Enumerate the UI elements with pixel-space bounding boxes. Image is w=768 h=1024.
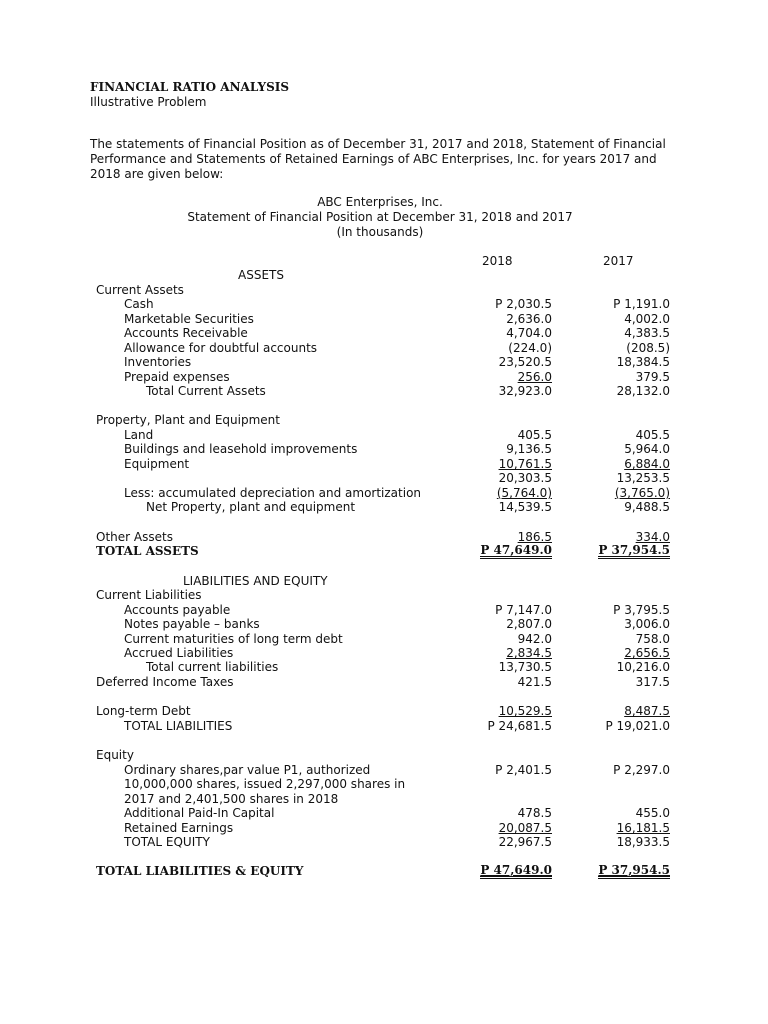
row-ppe-subtotal [0, 471, 768, 486]
row-label: Ordinary shares,par value P1, authorized [124, 763, 371, 777]
row-label: Accounts payable [124, 603, 231, 617]
value-2018: 2,636.0 [506, 312, 552, 326]
row-total-assets [0, 544, 768, 559]
value-2017: 317.5 [635, 675, 670, 689]
value-2017: 379.5 [635, 370, 670, 384]
row-label: TOTAL LIABILITIES [124, 719, 233, 733]
value-2018: 4,704.0 [506, 326, 552, 340]
value-2018: 9,136.5 [506, 442, 552, 456]
row-ordinary-shares-cont1 [0, 777, 768, 792]
value-2017: 6,884.0 [624, 457, 670, 471]
document-title: FINANCIAL RATIO ANALYSIS [90, 80, 290, 94]
value-2018: 10,529.5 [498, 704, 552, 718]
value-2017: P 1,191.0 [613, 297, 670, 311]
row-prepaid-expenses [0, 370, 768, 385]
section-heading-assets: ASSETS [238, 268, 284, 282]
value-2017: 18,384.5 [616, 355, 670, 369]
value-2017: 10,216.0 [616, 660, 670, 674]
row-label: Marketable Securities [124, 312, 254, 326]
row-label: Retained Earnings [124, 821, 234, 835]
value-2018: P 2,401.5 [495, 763, 552, 777]
row-label: Additional Paid-In Capital [124, 806, 275, 820]
row-label: Current maturities of long term debt [124, 632, 343, 646]
row-label: Land [124, 428, 154, 442]
value-2017: 334.0 [635, 530, 670, 544]
value-2018: 256.0 [517, 370, 552, 384]
value-2018: P 7,147.0 [495, 603, 552, 617]
value-2018: 20,087.5 [498, 821, 552, 835]
value-2017: 3,006.0 [624, 617, 670, 631]
row-label: 2017 and 2,401,500 shares in 2018 [124, 792, 339, 806]
value-2018: P 47,649.0 [480, 543, 552, 557]
row-label: Prepaid expenses [124, 370, 230, 384]
company-name: ABC Enterprises, Inc. [317, 195, 443, 209]
row-retained-earnings [0, 821, 768, 836]
row-buildings [0, 442, 768, 457]
value-2017: (3,765.0) [614, 486, 670, 500]
value-2018: 13,730.5 [498, 660, 552, 674]
value-2018: 22,967.5 [498, 835, 552, 849]
value-2017: 16,181.5 [616, 821, 670, 835]
row-current-maturities [0, 632, 768, 647]
row-allowance [0, 341, 768, 356]
row-label: Notes payable – banks [124, 617, 260, 631]
row-deferred-income-taxes [0, 675, 768, 690]
section-heading-liabilities-equity: LIABILITIES AND EQUITY [183, 574, 328, 588]
row-label: TOTAL LIABILITIES & EQUITY [96, 864, 304, 878]
value-2017: 8,487.5 [624, 704, 670, 718]
value-2017: 28,132.0 [616, 384, 670, 398]
row-total-current-assets [0, 384, 768, 399]
row-label: Current Liabilities [96, 588, 202, 602]
statement-units: (In thousands) [336, 225, 424, 239]
value-2017: 5,964.0 [624, 442, 670, 456]
row-accrued-liabilities [0, 646, 768, 661]
row-label: Less: accumulated depreciation and amortization [124, 486, 422, 500]
value-2018: 14,539.5 [498, 500, 552, 514]
row-label: Total current liabilities [146, 660, 279, 674]
row-label: Property, Plant and Equipment [96, 413, 280, 427]
row-label: Other Assets [96, 530, 173, 544]
value-2018: 23,520.5 [498, 355, 552, 369]
statement-title: Statement of Financial Position at December 31, 2018 and 2017 [187, 210, 573, 224]
value-2018: 2,807.0 [506, 617, 552, 631]
row-current-liabilities [0, 588, 768, 603]
row-label: Accrued Liabilities [124, 646, 234, 660]
row-long-term-debt [0, 704, 768, 719]
value-2018: P 24,681.5 [487, 719, 552, 733]
row-label: TOTAL ASSETS [96, 544, 199, 558]
value-2017: (208.5) [626, 341, 670, 355]
value-2017: P 37,954.5 [598, 543, 670, 557]
row-total-liabilities-equity [0, 864, 768, 879]
row-label: 10,000,000 shares, issued 2,297,000 shares in [124, 777, 406, 791]
row-net-ppe [0, 500, 768, 515]
row-label: Cash [124, 297, 154, 311]
value-2018: 186.5 [517, 530, 552, 544]
value-2017: 13,253.5 [616, 471, 670, 485]
row-label: Equipment [124, 457, 190, 471]
row-label: TOTAL EQUITY [124, 835, 210, 849]
value-2018: (5,764.0) [496, 486, 552, 500]
value-2018: 32,923.0 [498, 384, 552, 398]
value-2017: 405.5 [635, 428, 670, 442]
row-label: Current Assets [96, 283, 184, 297]
value-2017: 18,933.5 [616, 835, 670, 849]
value-2017: 4,002.0 [624, 312, 670, 326]
row-label: Long-term Debt [96, 704, 191, 718]
value-2017: P 3,795.5 [613, 603, 670, 617]
row-accumulated-depreciation [0, 486, 768, 501]
value-2018: 478.5 [517, 806, 552, 820]
row-additional-paid-in-capital [0, 806, 768, 821]
value-2017: 9,488.5 [624, 500, 670, 514]
row-cash [0, 297, 768, 312]
document-subtitle: Illustrative Problem [90, 95, 207, 109]
value-2018: 405.5 [517, 428, 552, 442]
row-label: Buildings and leasehold improvements [124, 442, 358, 456]
row-equity-heading [0, 748, 768, 763]
row-ppe-heading [0, 413, 768, 428]
value-2017: 758.0 [635, 632, 670, 646]
row-accounts-payable [0, 603, 768, 618]
value-2017: P 19,021.0 [605, 719, 670, 733]
row-label: Net Property, plant and equipment [146, 500, 356, 514]
row-label: Equity [96, 748, 134, 762]
row-notes-payable [0, 617, 768, 632]
value-2017: 2,656.5 [624, 646, 670, 660]
value-2017: P 37,954.5 [598, 863, 670, 877]
row-total-current-liabilities [0, 660, 768, 675]
value-2018: 942.0 [517, 632, 552, 646]
value-2018: (224.0) [508, 341, 552, 355]
value-2018: 20,303.5 [498, 471, 552, 485]
row-label: Deferred Income Taxes [96, 675, 234, 689]
row-total-liabilities [0, 719, 768, 734]
value-2018: 2,834.5 [506, 646, 552, 660]
row-total-equity [0, 835, 768, 850]
value-2017: P 2,297.0 [613, 763, 670, 777]
intro-paragraph: The statements of Financial Position as of December 31, 2017 and 2018, Statement of Financial Performance and Statements of Retained Earnings of ABC Enterprises, Inc. for years 2017 and 2018 are given below: [90, 137, 666, 181]
row-accounts-receivable [0, 326, 768, 341]
row-ordinary-shares [0, 763, 768, 778]
column-header-2017: 2017 [603, 254, 634, 268]
row-ordinary-shares-cont2 [0, 792, 768, 807]
value-2018: P 2,030.5 [495, 297, 552, 311]
row-label: Allowance for doubtful accounts [124, 341, 318, 355]
value-2017: 455.0 [635, 806, 670, 820]
row-label: Accounts Receivable [124, 326, 248, 340]
value-2018: 10,761.5 [498, 457, 552, 471]
row-current-assets [0, 283, 768, 298]
row-inventories [0, 355, 768, 370]
value-2018: 421.5 [517, 675, 552, 689]
row-land [0, 428, 768, 443]
row-label: Inventories [124, 355, 192, 369]
row-label: Total Current Assets [146, 384, 266, 398]
value-2017: 4,383.5 [624, 326, 670, 340]
row-equipment [0, 457, 768, 472]
column-header-2018: 2018 [482, 254, 513, 268]
value-2018: P 47,649.0 [480, 863, 552, 877]
row-marketable-securities [0, 312, 768, 327]
